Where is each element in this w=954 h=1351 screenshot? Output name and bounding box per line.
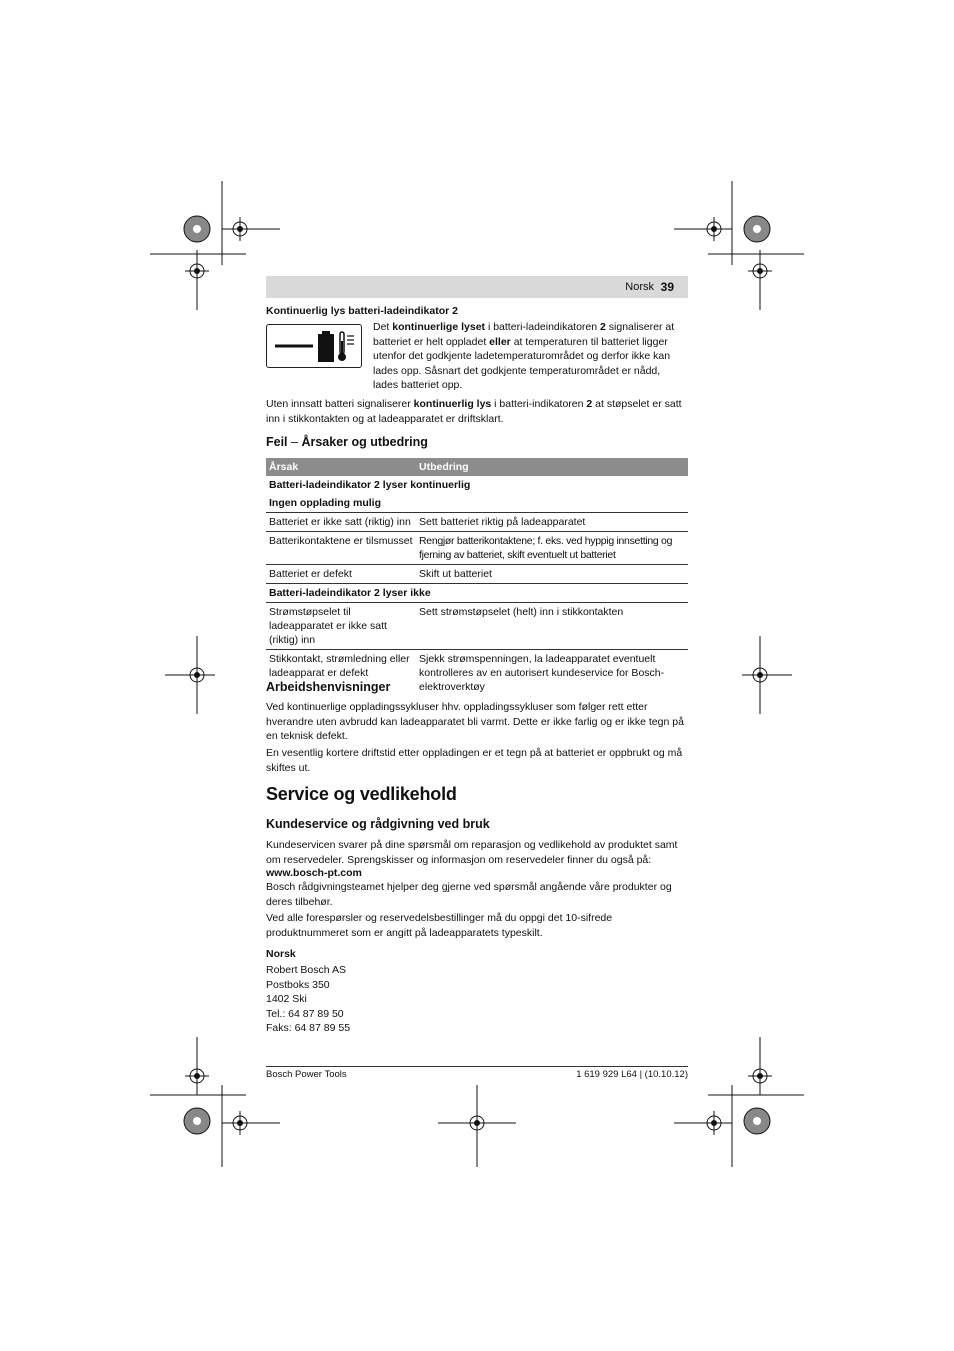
footer-right: 1 619 929 L64 | (10.10.12)	[576, 1069, 688, 1080]
work-paragraph-2: En vesentlig kortere driftstid etter oppladingen er et tegn på at batteriet er oppbrukt og må skiftes ut.	[266, 747, 683, 774]
work-heading: Arbeidshenvisninger	[266, 680, 391, 694]
table-row: Strømstøpselet til ladeapparatet er ikke satt (riktig) inn Sett strømstøpselet (helt) inn i stikkontakten	[266, 603, 688, 650]
registration-star-icon	[744, 1108, 770, 1134]
service-url[interactable]: www.bosch-pt.com	[266, 867, 362, 879]
table-row: Batteriet er ikke satt (riktig) inn Sett batteriet riktig på ladeapparatet	[266, 513, 688, 532]
col-cause-header: Årsak	[266, 458, 416, 476]
service-subheading: Kundeservice og rådgivning ved bruk	[266, 817, 490, 831]
table-row: Stikkontakt, strømledning eller ladeapparat er defekt Sjekk strømspenningen, la ladeapparatet eventuelt kontrolleres av en autorisert kundeservice for Bosch-elektroverktøy	[266, 650, 688, 697]
work-paragraph-1: Ved kontinuerlige oppladingssykluser hhv. oppladingssykluser som følger rett etter hverandre uten avbrudd kan ladeapparatet bli varmt. Dette er ikke farlig og er ikke tegn på en teknisk defekt.	[266, 701, 684, 742]
registration-star-icon	[184, 216, 210, 242]
page-number: 39	[660, 280, 674, 294]
indicator-heading: Kontinuerlig lys batteri-ladeindikator 2	[266, 305, 458, 317]
group-heading: Ingen opplading mulig	[269, 497, 381, 509]
service-country: Norsk	[266, 948, 296, 960]
service-paragraph-2: Bosch rådgivningsteamet hjelper deg gjerne ved spørsmål angående våre produkter og deres tilbehør.	[266, 881, 672, 908]
address-line: 1402 Ski	[266, 993, 307, 1005]
service-heading: Service og vedlikehold	[266, 784, 457, 804]
registration-star-icon	[184, 1108, 210, 1134]
group-heading: Batteri-ladeindikator 2 lyser ikke	[266, 584, 688, 603]
no-battery-paragraph: Uten innsatt batteri signaliserer kontinuerlig lys i batteri-indikatoren 2 at støpselet er satt inn i stikkontakten og at ladeapparatet er driftsklart.	[266, 398, 682, 425]
registration-star-icon	[744, 216, 770, 242]
table-row: Batteriet er defekt Skift ut batteriet	[266, 565, 688, 584]
footer-left: Bosch Power Tools	[266, 1069, 347, 1080]
address-line: Postboks 350	[266, 978, 330, 991]
address-line: Faks: 64 87 89 55	[266, 1022, 351, 1034]
indicator-paragraph: Det kontinuerlige lyset i batteri-ladeindikatoren 2 signaliserer at batteriet er helt oppladet eller at temperaturen til batteriet ligger utenfor det godkjente ladetemperaturområdet og derfor ikke kan lades opp. Såsnart det godkjente temperaturområdet er nådd, lades batteriet opp.	[373, 321, 675, 391]
address-line: Tel.: 64 87 89 50	[266, 1007, 344, 1020]
col-fix-header: Utbedring	[416, 458, 688, 476]
address-line: Robert Bosch AS	[266, 964, 346, 976]
faults-heading: Feil – Årsaker og utbedring	[266, 435, 428, 449]
group-heading: Batteri-ladeindikator 2 lyser kontinuerlig	[269, 479, 471, 491]
service-paragraph-1: Kundeservicen svarer på dine spørsmål om reparasjon og vedlikehold av produktet samt om reservedeler. Sprengskisser og informasjon om reservedeler finner du også på:	[266, 839, 678, 866]
service-paragraph-3: Ved alle forespørsler og reservedelsbestillinger må du oppgi det 10-sifrede produktnummeret som er angitt på ladeapparatets typeskilt.	[266, 912, 613, 939]
table-row: Batterikontaktene er tilsmusset Rengjør batterikontaktene; f. eks. ved hyppig innsetting og fjerning av batteriet, skift eventuelt ut batteriet	[266, 532, 688, 565]
header-language: Norsk	[625, 281, 654, 293]
